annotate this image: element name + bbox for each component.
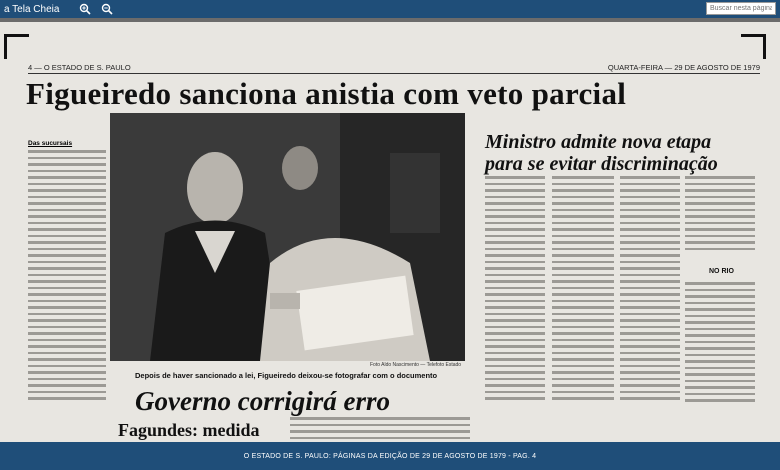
article-column-2: [552, 176, 614, 400]
crop-mark-top-right: [741, 34, 766, 59]
photo-credit: Foto Aldo Nascimento — Telefoto Estado: [370, 362, 462, 368]
article-column-3: [620, 176, 680, 400]
crop-mark-top-left: [4, 34, 29, 59]
zoom-out-icon[interactable]: [99, 1, 115, 17]
article-column-1: [485, 176, 545, 400]
viewer-toolbar: [0, 0, 780, 18]
page-folio: [28, 63, 760, 74]
article-column-4: [685, 176, 755, 250]
main-headline: Figueiredo sanciona anistia com veto parcial: [26, 76, 627, 111]
news-photo: [110, 113, 465, 361]
folio-left: 4 — O ESTADO DE S. PAULO: [28, 63, 131, 72]
subheadline: Ministro admite nova etapa para se evitar discriminação: [485, 131, 718, 175]
zoom-in-icon[interactable]: [77, 1, 93, 17]
left-column-text: [28, 150, 106, 400]
article-column-4b: [685, 282, 755, 402]
tertiary-headline: Fagundes: medida: [118, 420, 260, 440]
secondary-headline: Governo corrigirá erro: [135, 386, 390, 416]
photo-caption: Depois de haver sancionado a lei, Figueiredo deixou-se fotografar com o documento: [135, 371, 438, 380]
search-input[interactable]: [706, 2, 776, 15]
byline: Das sucursais: [28, 140, 73, 147]
page-footer: O ESTADO DE S. PAULO: PÁGINAS DA EDIÇÃO DE 29 DE AGOSTO DE 1979 - PAG. 4: [0, 442, 780, 470]
bottom-article-text: [290, 417, 470, 439]
fullscreen-link[interactable]: a Tela Cheia: [4, 3, 60, 15]
folio-right: QUARTA-FEIRA — 29 DE AGOSTO DE 1979: [607, 63, 760, 72]
section-label-no-rio: NO RIO: [709, 268, 734, 275]
left-column: [28, 140, 106, 400]
